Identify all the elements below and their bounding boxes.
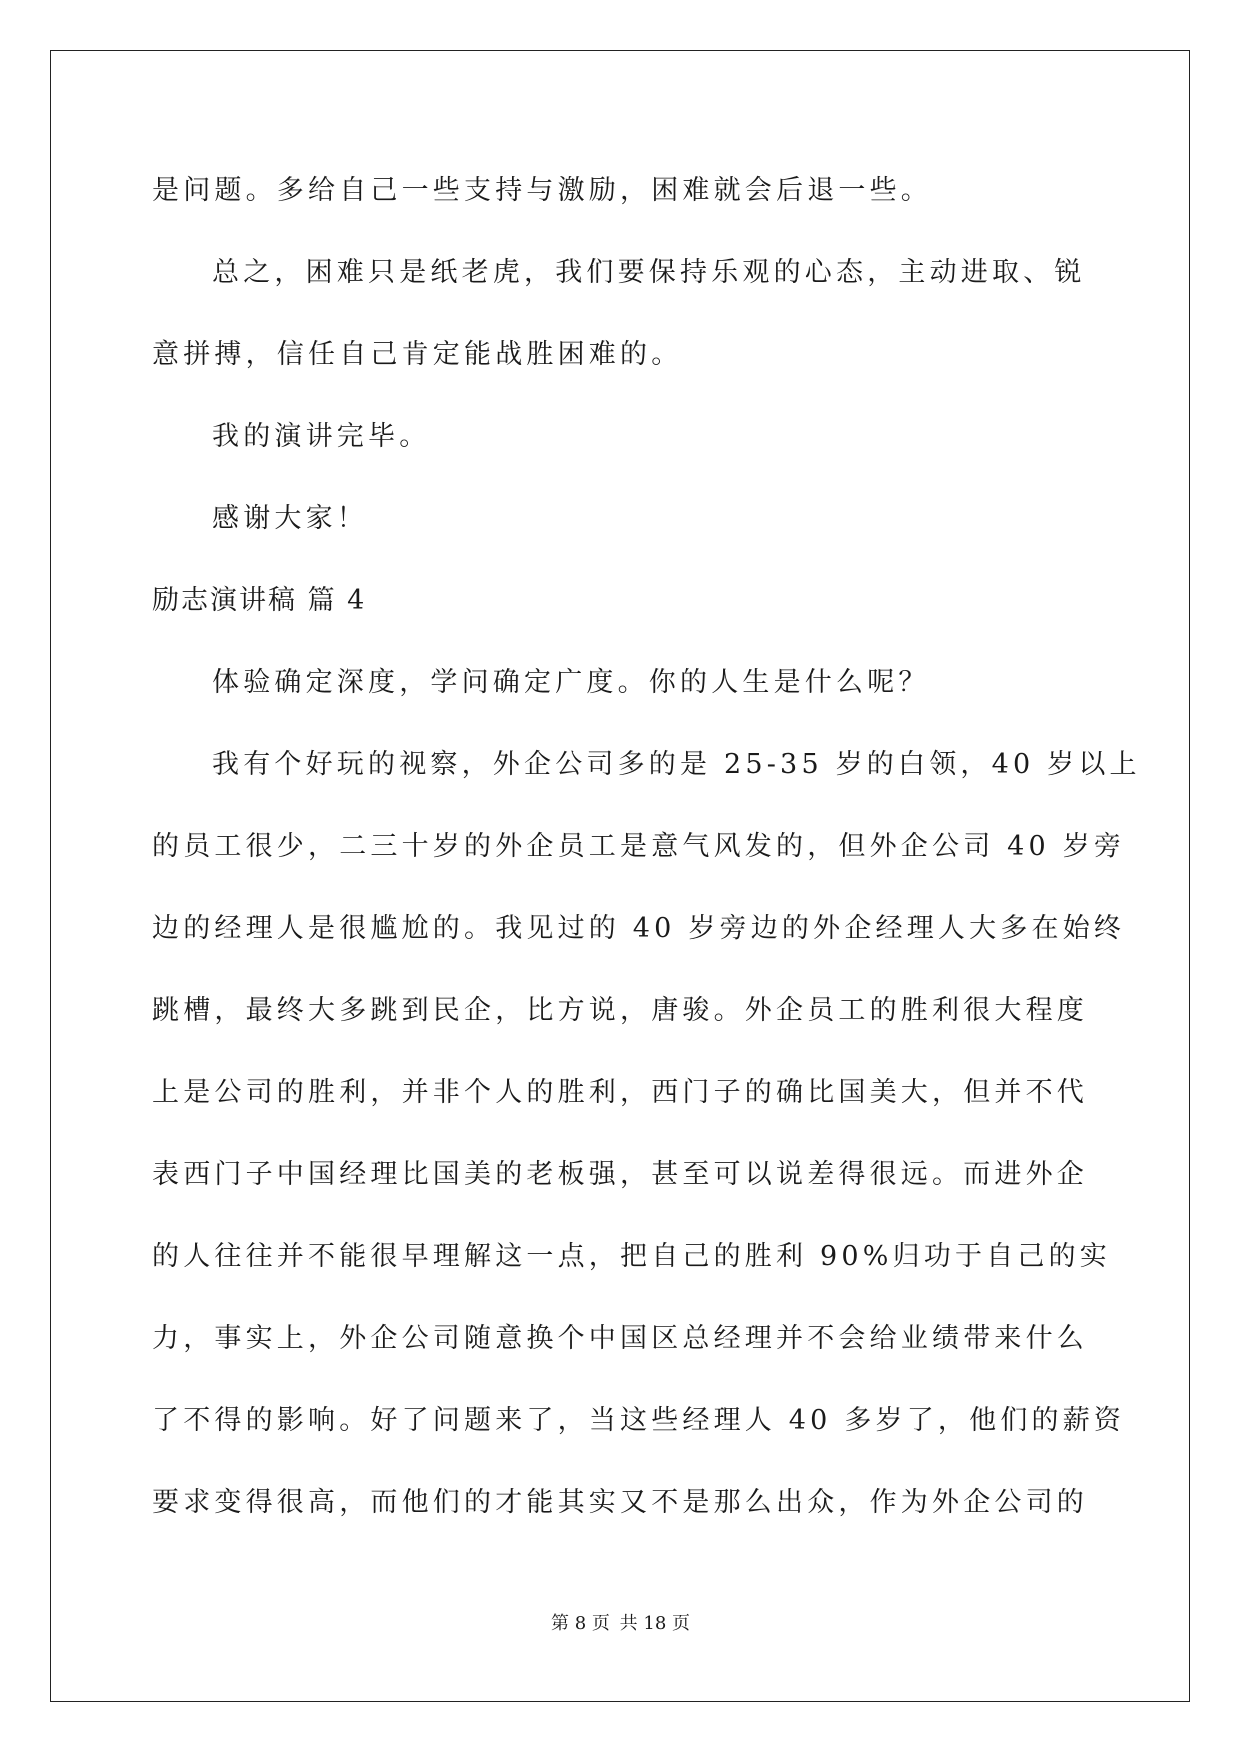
total-pages: 共 18 页 bbox=[619, 1613, 690, 1634]
paragraph-line: 边的经理人是很尴尬的。我见过的 40 岁旁边的外企经理人大多在始终 bbox=[152, 913, 1126, 944]
paragraph-line: 的员工很少，二三十岁的外企员工是意气风发的，但外企公司 40 岁旁 bbox=[152, 831, 1126, 862]
page-footer bbox=[0, 1612, 1241, 1636]
paragraph-line: 感谢大家！ bbox=[212, 503, 368, 534]
paragraph-line: 了不得的影响。好了问题来了，当这些经理人 40 多岁了，他们的薪资 bbox=[152, 1405, 1126, 1436]
section-heading: 励志演讲稿 篇 4 bbox=[152, 585, 367, 616]
paragraph-line: 总之，困难只是纸老虎，我们要保持乐观的心态，主动进取、锐 bbox=[212, 257, 1086, 288]
paragraph-line: 要求变得很高，而他们的才能其实又不是那么出众，作为外企公司的 bbox=[152, 1487, 1088, 1518]
paragraph-line: 我的演讲完毕。 bbox=[212, 421, 431, 452]
paragraph-line: 力，事实上，外企公司随意换个中国区总经理并不会给业绩带来什么 bbox=[152, 1323, 1088, 1354]
paragraph-line: 意拼搏，信任自己肯定能战胜困难的。 bbox=[152, 339, 683, 370]
paragraph-line: 体验确定深度，学问确定广度。你的人生是什么呢？ bbox=[212, 667, 930, 698]
page-number: 第 8 页 bbox=[551, 1613, 610, 1634]
paragraph-line: 表西门子中国经理比国美的老板强，甚至可以说差得很远。而进外企 bbox=[152, 1159, 1088, 1190]
paragraph-line: 跳槽，最终大多跳到民企，比方说，唐骏。外企员工的胜利很大程度 bbox=[152, 995, 1088, 1026]
paragraph-line: 上是公司的胜利，并非个人的胜利，西门子的确比国美大，但并不代 bbox=[152, 1077, 1088, 1108]
paragraph-line: 是问题。多给自己一些支持与激励，困难就会后退一些。 bbox=[152, 175, 932, 206]
paragraph-line: 我有个好玩的视察，外企公司多的是 25-35 岁的白领，40 岁以上 bbox=[212, 749, 1141, 780]
paragraph-line: 的人往往并不能很早理解这一点，把自己的胜利 90%归功于自己的实 bbox=[152, 1241, 1111, 1272]
page-border bbox=[50, 50, 1190, 1702]
